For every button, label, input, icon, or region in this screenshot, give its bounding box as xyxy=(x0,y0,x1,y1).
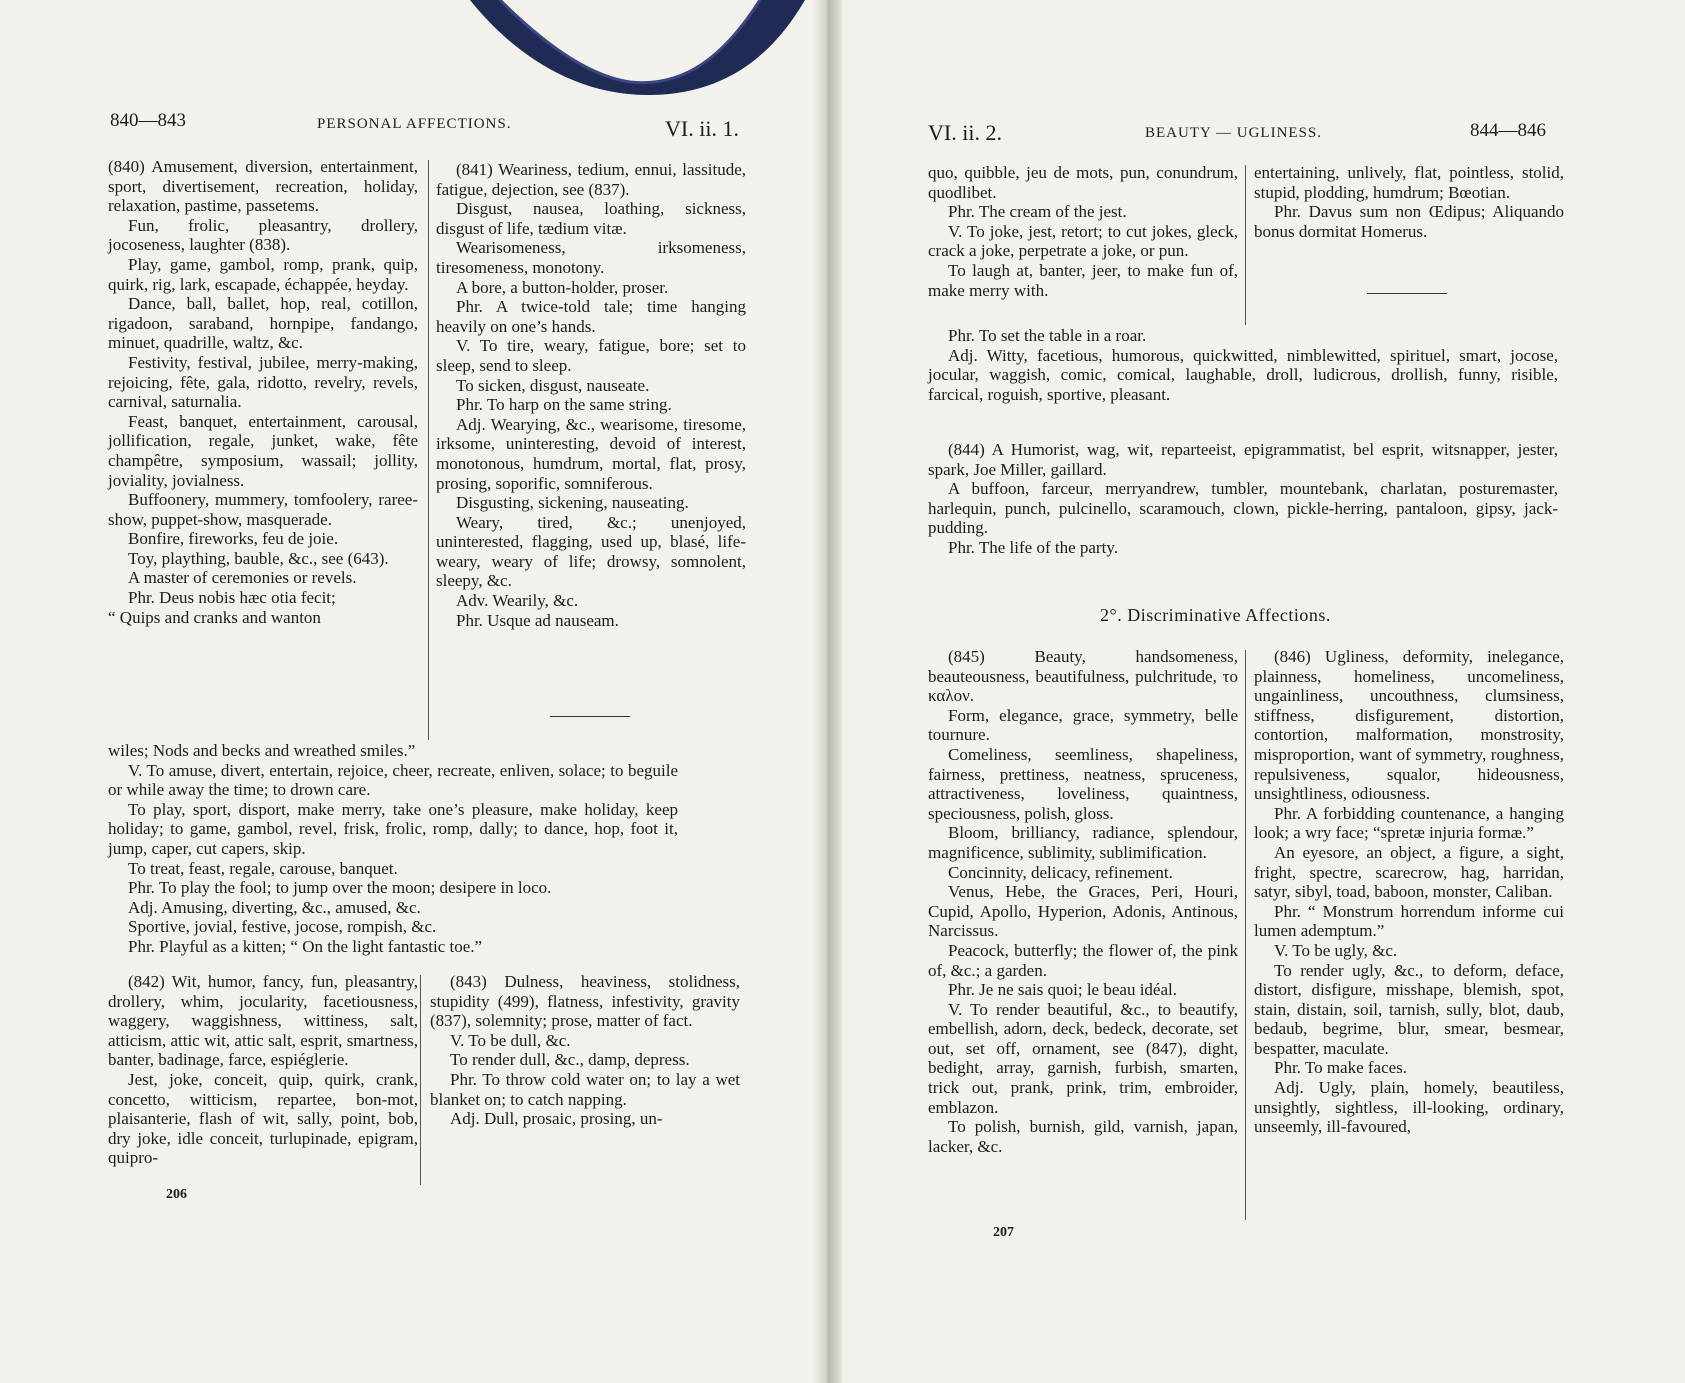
entry-842-wide xyxy=(928,326,1558,404)
entry-841-sicken: To sicken, disgust, nauseate. xyxy=(456,375,650,395)
entry-column-4 xyxy=(430,972,740,1129)
entry-842-adjective: Adj. Witty, facetious, humorous, quickwitted, nimblewitted, spirituel, smart, jocose, jocular, waggish, comic, comical, laughable, droll, ludicrous, drollish, funny, risible, farcical, roguish, sportive, pleasant. xyxy=(928,345,1558,404)
entry-843-render: To render dull, &c., damp, depress. xyxy=(450,1050,690,1070)
entry-840-master: A master of ceremonies or revels. xyxy=(128,568,357,588)
entry-843-adjective: Adj. Dull, prosaic, prosing, un- xyxy=(450,1109,663,1129)
page-range: 840—843 xyxy=(110,110,186,131)
entry-840-verb: V. To amuse, divert, entertain, rejoice, cheer, recreate, enliven, solace; to beguile or while away the time; to drown care. xyxy=(108,760,678,800)
entry-845-bloom: Bloom, brilliancy, radiance, splendour, magnificence, sublimity, sublimification. xyxy=(928,823,1238,862)
entry-840-play: Play, game, gambol, romp, prank, quip, quirk, rig, lark, escapade, échappée, heyday. xyxy=(108,254,418,294)
entry-840-feast: Feast, banquet, entertainment, carousal, jollification, regale, junket, wake, fête champêtre, symposium, wassail; jollity, joviality, jovialness. xyxy=(108,411,418,490)
entry-843-phrase: Phr. To throw cold water on; to lay a wet blanket on; to catch napping. xyxy=(430,1069,740,1109)
entry-841-verb: V. To tire, weary, fatigue, bore; set to sleep, send to sleep. xyxy=(436,336,746,375)
entry-846-adjective: Adj. Ugly, plain, homely, beautiless, unsightly, sightless, ill-looking, ordinary, unseemly, ill-favoured, xyxy=(1254,1078,1564,1137)
entry-840-buffoonery: Buffoonery, mummery, tomfoolery, raree-show, puppet-show, masquerade. xyxy=(108,490,418,529)
entry-841-adjective: Adj. Wearying, &c., wearisome, tiresome, irksome, uninteresting, devoid of interest, monotonous, humdrum, mortal, flat, prosy, prosing, soporific, somniferous. xyxy=(436,414,746,493)
section-title: 2°. Discriminative Affections. xyxy=(1100,605,1331,625)
entry-845-head: (845) Beauty, handsomeness, beauteousness, beautifulness, pulchritude, το καλον. xyxy=(928,647,1238,706)
entry-840-head: (840) Amusement, diversion, entertainment, sport, divertisement, recreation, holiday, relaxation, pastime, passetems. xyxy=(108,157,418,216)
entry-840-adjective: Adj. Amusing, diverting, &c., amused, &c. xyxy=(128,897,421,917)
entry-845-venus: Venus, Hebe, the Graces, Peri, Houri, Cupid, Apollo, Hyperion, Adonis, Antinous, Narcissus. xyxy=(928,882,1238,941)
entry-841-adverb: Adv. Wearily, &c. xyxy=(456,591,579,611)
entry-841-phrase-2: Phr. To harp on the same string. xyxy=(456,395,672,415)
entry-840-bonfire: Bonfire, fireworks, feu de joie. xyxy=(128,529,339,549)
division-label: VI. ii. 1. xyxy=(665,116,739,141)
entry-column-2 xyxy=(1254,163,1564,241)
left-page xyxy=(0,0,828,1383)
entry-846-phrase-2: Phr. “ Monstrum horrendum informe cui lumen ademptum.” xyxy=(1254,901,1564,941)
running-head: PERSONAL AFFECTIONS. xyxy=(317,116,512,132)
section-rule xyxy=(1367,293,1447,294)
entry-842-jest: Jest, joke, conceit, quip, quirk, crank, concetto, witticism, repartee, bon-mot, plaisanterie, flash of wit, sally, point, bob, dry joke, idle conceit, turlupinade, epigram, quipro- xyxy=(108,1069,418,1168)
page-range: 844—846 xyxy=(1470,120,1546,141)
entry-843-continued: entertaining, unlively, flat, pointless, stolid, stupid, plodding, humdrum; Bœotian. xyxy=(1254,163,1564,202)
entry-846-head: (846) Ugliness, deformity, inelegance, plainness, homeliness, uncomeliness, ungainliness, uncouthness, clumsiness, stiffness, disfigurement, distortion, contortion, malformation, monstrosity, misproportion, want of symmetry, roughness, repulsiveness, squalor, hideousness, unsightliness, odiousness. xyxy=(1254,647,1564,804)
entry-846-verb: V. To be ugly, &c. xyxy=(1274,940,1398,960)
entry-841-bore: A bore, a button-holder, proser. xyxy=(456,277,669,297)
entry-842-phrase-2: Phr. To set the table in a roar. xyxy=(948,326,1147,345)
entry-844 xyxy=(928,440,1558,558)
entry-842-head: (842) Wit, humor, fancy, fun, pleasantry, drollery, whim, jocularity, facetiousness, waggery, waggishness, wittiness, salt, atticism, attic wit, attic salt, esprit, smartness, banter, badinage, farce, espiéglerie. xyxy=(108,972,418,1070)
entry-840-quote-end: wiles; Nods and becks and wreathed smiles.” xyxy=(108,741,416,760)
entry-840-dance: Dance, ball, ballet, hop, real, cotillon, rigadoon, saraband, hornpipe, fandango, minuet, quadrille, waltz, &c. xyxy=(108,294,418,353)
entry-846-render: To render ugly, &c., to deform, deface, distort, disfigure, misshape, blemish, spot, stain, distain, soil, tarnish, sully, blot, daub, bedaub, begrime, blur, smear, besmear, bespatter, maculate. xyxy=(1254,960,1564,1058)
entry-842-laugh: To laugh at, banter, jeer, to make fun of, make merry with. xyxy=(928,260,1238,300)
entry-column-2 xyxy=(436,160,746,630)
right-page xyxy=(835,0,1685,1383)
entry-840-continued xyxy=(108,741,678,957)
entry-column-1 xyxy=(108,157,418,627)
column-divider xyxy=(428,160,429,740)
entry-column-3 xyxy=(108,972,418,1168)
entry-842-phrase: Phr. The cream of the jest. xyxy=(948,202,1127,222)
column-divider-2 xyxy=(420,975,421,1185)
entry-841-phrase: Phr. A twice-told tale; time hanging heavily on one’s hands. xyxy=(436,297,746,336)
entry-column-3 xyxy=(928,647,1238,1156)
entry-843-phrase: Phr. Davus sum non Œdipus; Aliquando bonus dormitat Homerus. xyxy=(1254,202,1564,241)
entry-column-4 xyxy=(1254,647,1564,1137)
entry-842-verb: V. To joke, jest, retort; to cut jokes, gleck, crack a joke, perpetrate a joke, or pun. xyxy=(928,221,1238,261)
entry-841-phrase-3: Phr. Usque ad nauseam. xyxy=(456,610,619,630)
entry-841-wearisomeness: Wearisomeness, irksomeness, tiresomeness, monotony. xyxy=(436,238,746,277)
entry-846-phrase-3: Phr. To make faces. xyxy=(1274,1058,1408,1078)
entry-840-to-treat: To treat, feast, regale, carouse, banquet. xyxy=(128,858,398,878)
entry-840-phrase-3: Phr. Playful as a kitten; “ On the light fantastic toe.” xyxy=(128,936,483,956)
division-label: VI. ii. 2. xyxy=(928,120,1002,145)
entry-845-peacock: Peacock, butterfly; the flower of, the pink of, &c.; a garden. xyxy=(928,940,1238,980)
entry-841-head: (841) Weariness, tedium, ennui, lassitude, fatigue, dejection, see (837). xyxy=(436,160,746,199)
entry-840-phrase-2: Phr. To play the fool; to jump over the moon; desipere in loco. xyxy=(128,878,552,898)
entry-846-phrase: Phr. A forbidding countenance, a hanging look; a wry face; “spretæ injuria formæ.” xyxy=(1254,803,1564,843)
entry-840-toy: Toy, plaything, bauble, &c., see (643). xyxy=(128,548,389,568)
entry-840-sportive: Sportive, jovial, festive, jocose, rompish, &c. xyxy=(128,917,437,937)
entry-840-phrase: Phr. Deus nobis hæc otia fecit; xyxy=(128,588,336,608)
entry-843-verb: V. To be dull, &c. xyxy=(450,1030,571,1050)
entry-842-continued: quo, quibble, jeu de mots, pun, conundrum, quodlibet. xyxy=(928,163,1238,202)
entry-840-quote: “ Quips and cranks and wanton xyxy=(108,607,321,627)
entry-841-disgusting: Disgusting, sickening, nauseating. xyxy=(456,493,689,513)
book-gutter xyxy=(812,0,842,1383)
entry-840-to-play: To play, sport, disport, make merry, take one’s pleasure, make holiday, keep holiday; to game, gambol, revel, frisk, frolic, romp, dally; to dance, hop, foot it, jump, caper, cut capers, skip. xyxy=(108,799,678,858)
entry-840-fun: Fun, frolic, pleasantry, drollery, jocoseness, laughter (838). xyxy=(108,215,418,255)
entry-845-phrase: Phr. Je ne sais quoi; le beau idéal. xyxy=(948,980,1177,1000)
column-divider-2 xyxy=(1245,650,1246,1220)
running-head: BEAUTY — UGLINESS. xyxy=(1145,125,1323,141)
entry-845-verb: V. To render beautiful, &c., to beautify, embellish, adorn, deck, bedeck, decorate, set out, set off, ornament, see (847), dight, bedight, array, garnish, furbish, smarten, trick out, prank, prink, trim, embroider, emblazon. xyxy=(928,999,1238,1117)
entry-845-polish: To polish, burnish, gild, varnish, japan, lacker, &c. xyxy=(928,1117,1238,1156)
entry-845-comeliness: Comeliness, seemliness, shapeliness, fairness, prettiness, neatness, spruceness, attractiveness, loveliness, quaintness, speciousness, polish, gloss. xyxy=(928,744,1238,823)
entry-840-festivity: Festivity, festival, jubilee, merry-making, rejoicing, fête, gala, ridotto, revelry, revels, carnival, saturnalia. xyxy=(108,352,418,412)
entry-845-concinnity: Concinnity, delicacy, refinement. xyxy=(948,862,1173,882)
entry-845-form: Form, elegance, grace, symmetry, belle tournure. xyxy=(928,705,1238,745)
section-rule xyxy=(550,716,630,717)
entry-841-disgust: Disgust, nausea, loathing, sickness, disgust of life, tædium vitæ. xyxy=(436,199,746,238)
entry-844-buffoon: A buffoon, farceur, merryandrew, tumbler, mountebank, charlatan, posturemaster, harlequin, punch, pulcinello, scaramouch, clown, pickle-herring, pantaloon, gipsy, jack-pudding. xyxy=(928,479,1558,538)
entry-846-eyesore: An eyesore, an object, a figure, a sight, fright, spectre, scarecrow, hag, harridan, satyr, sibyl, toad, baboon, monster, Caliban. xyxy=(1254,842,1564,902)
entry-844-head: (844) A Humorist, wag, wit, reparteeist, epigrammatist, bel esprit, witsnapper, jester, spark, Joe Miller, gaillard. xyxy=(928,440,1558,479)
bookmark-ribbon xyxy=(470,0,870,95)
entry-column-1 xyxy=(928,163,1238,300)
column-divider xyxy=(1245,165,1246,325)
entry-844-phrase: Phr. The life of the party. xyxy=(948,537,1118,557)
entry-843-head: (843) Dulness, heaviness, stolidness, stupidity (499), flatness, infestivity, gravity (837), solemnity; prose, matter of fact. xyxy=(430,972,740,1031)
entry-841-weary: Weary, tired, &c.; unenjoyed, uninterested, flagging, used up, blasé, life-weary, weary of life; drowsy, somnolent, sleepy, &c. xyxy=(436,512,746,591)
page-number: 207 xyxy=(993,1225,1014,1240)
page-number: 206 xyxy=(166,1187,187,1202)
